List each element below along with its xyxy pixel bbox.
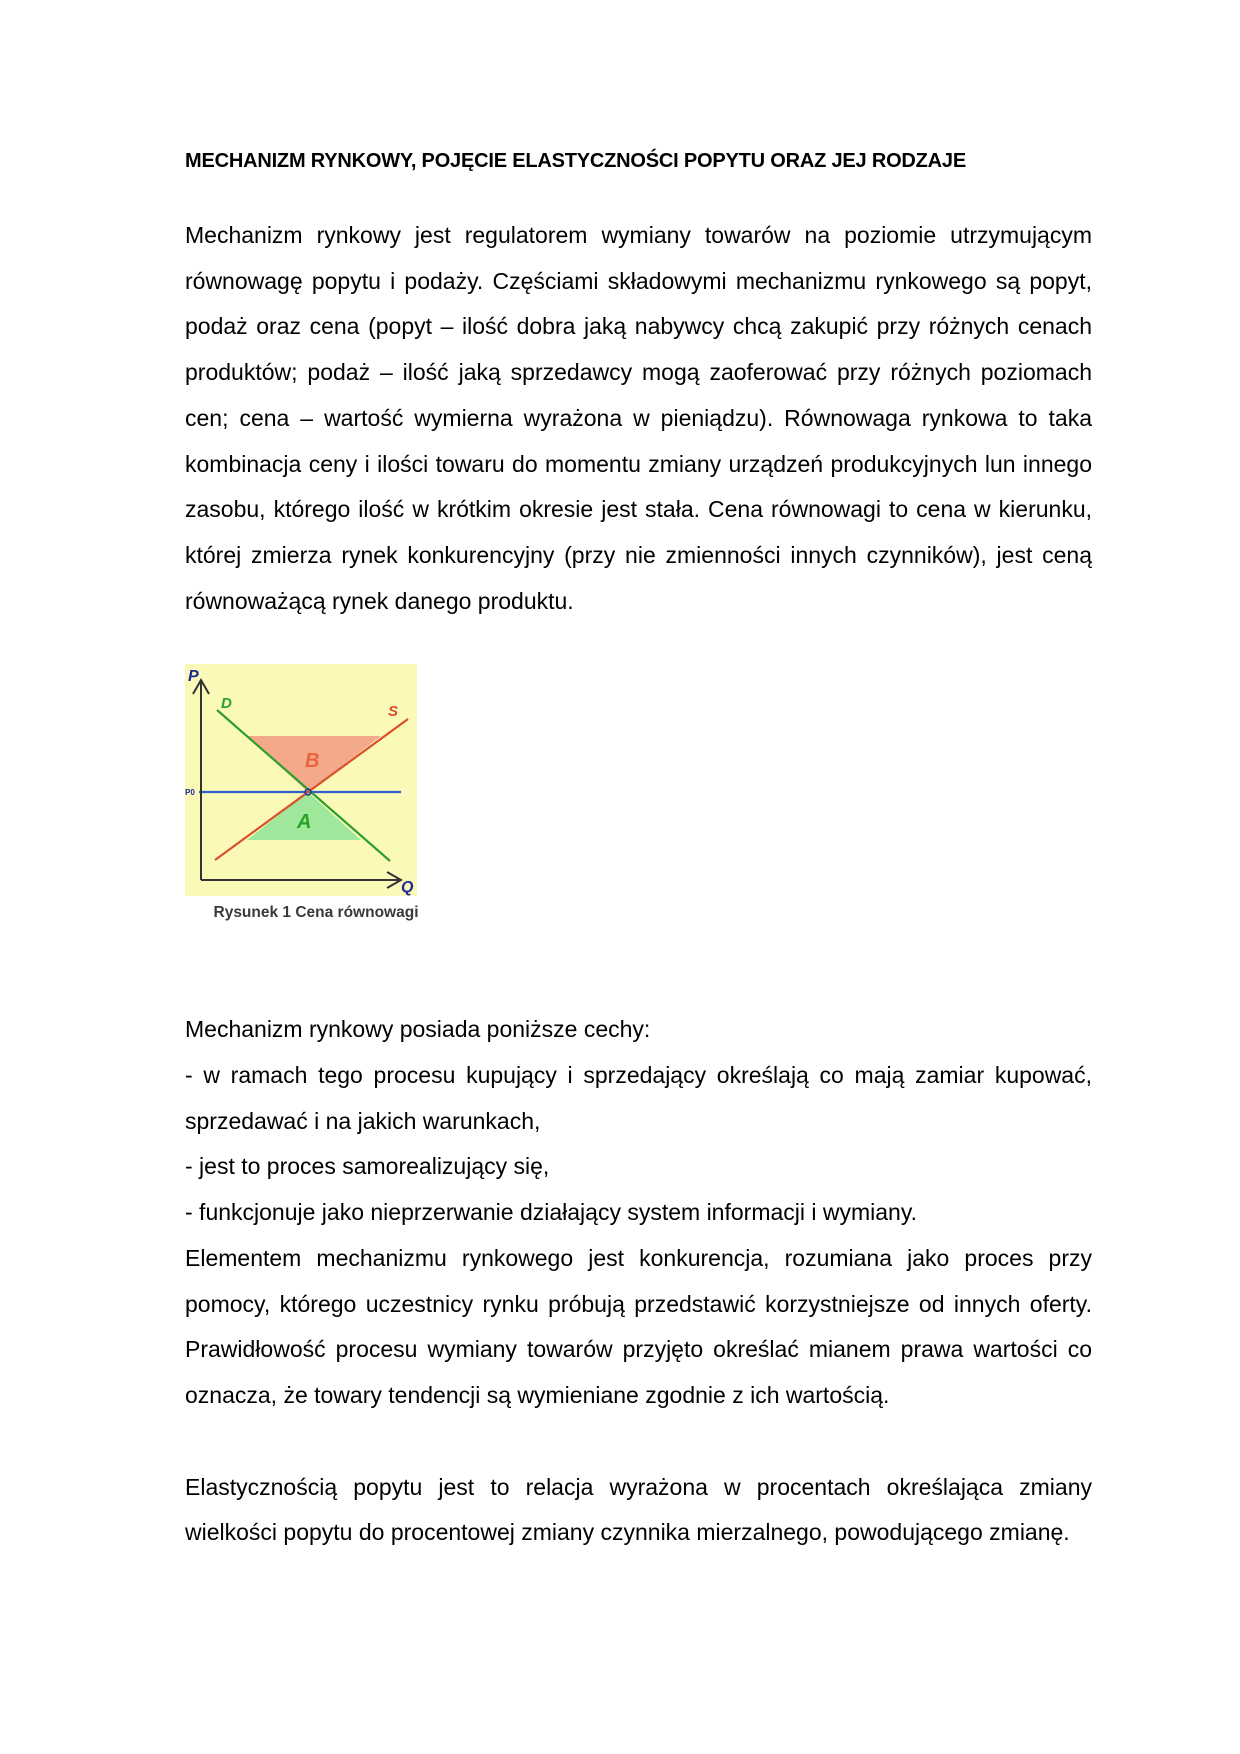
supply-label: S	[388, 703, 399, 721]
paragraph-elasticity: Elastycznością popytu jest to relacja wyrażona w procentach określająca zmiany wielkości popytu do procentowej zmiany czynnika mierzalnego, powodującego zmianę.	[185, 1473, 1092, 1546]
equilibrium-diagram	[185, 664, 447, 896]
document-body	[185, 146, 1092, 1556]
feature-item: - funkcjonuje jako nieprzerwanie działający system informacji i wymiany.	[185, 1199, 918, 1226]
area-b-label: B	[305, 750, 320, 773]
features-intro: Mechanizm rynkowy posiada poniższe cechy:	[185, 1016, 651, 1043]
paragraph-competition: Elementem mechanizmu rynkowego jest konkurencja, rozumiana jako proces przy pomocy, którego uczestnicy rynku próbują przedstawić korzystniejsze od innych oferty. Prawidłowość procesu wymiany towarów przyjęto określać mianem prawa wartości co oznacza, że towary tendencji są wymieniane zgodnie z ich wartością.	[185, 1244, 1092, 1408]
figure-caption: Rysunek 1 Cena równowagi	[213, 904, 419, 922]
q-axis-label: Q	[401, 879, 414, 897]
paragraph-market-mechanism: Mechanizm rynkowy jest regulatorem wymiany towarów na poziomie utrzymującym równowagę popytu i podaży. Częściami składowymi mechanizmu rynkowego są popyt, podaż oraz cena (popyt – ilość dobra jaką nabywcy chcą zakupić przy różnych cenach produktów; podaż – ilość jaką sprzedawcy mogą zaoferować przy różnych poziomach cen; cena – wartość wymierna wyrażona w pieniądzu). Równowaga rynkowa to taka kombinacja ceny i ilości towaru do momentu zmiany urządzeń produkcyjnych lun innego zasobu, którego ilość w krótkim okresie jest stała. Cena równowagi to cena w kierunku, której zmierza rynek konkurencyjny (przy nie zmienności innych czynników), jest ceną równoważącą rynek danego produktu.	[185, 222, 1092, 614]
p0-label: P0	[185, 788, 195, 798]
demand-label: D	[221, 695, 232, 713]
p-axis-label: P	[188, 668, 199, 686]
feature-item: - w ramach tego procesu kupujący i sprzedający określają co mają zamiar kupować, sprzedawać i na jakich warunkach,	[185, 1062, 1092, 1134]
area-a-label: A	[297, 811, 312, 834]
feature-item: - jest to proces samorealizujący się,	[185, 1153, 550, 1180]
equilibrium-figure	[185, 664, 465, 922]
document-title: MECHANIZM RYNKOWY, POJĘCIE ELASTYCZNOŚCI POPYTU ORAZ JEJ RODZAJE	[185, 150, 966, 172]
